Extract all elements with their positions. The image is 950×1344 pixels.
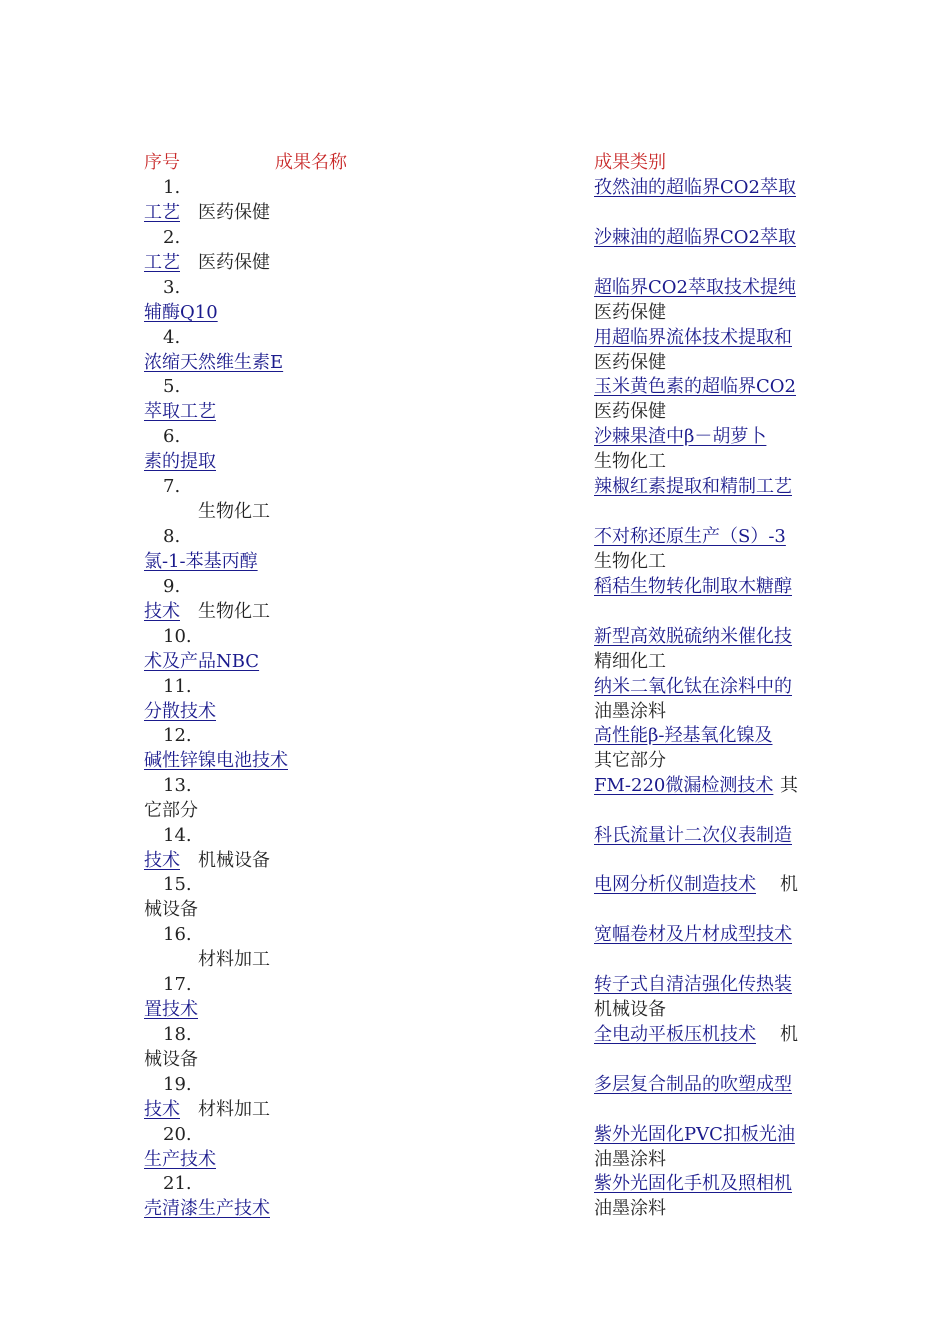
category-text: 械设备 [144, 899, 198, 920]
achievement-link[interactable]: 玉米黄色素的超临界CO2 [594, 376, 796, 397]
row-number: 4. [163, 327, 181, 348]
category-text: 机械设备 [594, 999, 666, 1020]
achievement-link[interactable]: 碱性锌镍电池技术 [144, 750, 288, 771]
achievement-link[interactable]: 浓缩天然维生素E [144, 352, 284, 373]
achievement-link[interactable]: 宽幅卷材及片材成型技术 [594, 924, 792, 945]
row-number: 10. [163, 626, 192, 647]
achievement-link[interactable]: 置技术 [144, 999, 198, 1020]
achievement-link[interactable]: 科氏流量计二次仪表制造 [594, 825, 792, 846]
achievement-link[interactable]: 氯-1-苯基丙醇 [144, 551, 258, 572]
achievement-link[interactable]: FM-220微漏检测技术 [594, 775, 774, 796]
achievement-link[interactable]: 技术 [144, 601, 180, 622]
achievement-link[interactable]: 高性能β-羟基氧化镍及 [594, 725, 773, 746]
category-text: 医药保健 [594, 401, 666, 422]
category-text: 医药保健 [594, 352, 666, 373]
category-text: 械设备 [144, 1049, 198, 1070]
achievement-link[interactable]: 辣椒红素提取和精制工艺 [594, 476, 792, 497]
row-number: 2. [163, 227, 181, 248]
achievement-link[interactable]: 转子式自清洁强化传热装 [594, 974, 792, 995]
row-number: 20. [163, 1124, 192, 1145]
row-number: 16. [163, 924, 192, 945]
category-text: 医药保健 [198, 252, 270, 273]
category-text: 机 [780, 874, 798, 895]
row-number: 21. [163, 1173, 192, 1194]
achievement-link[interactable]: 不对称还原生产（S）-3 [594, 526, 786, 547]
category-text: 油墨涂料 [594, 701, 666, 722]
row-number: 13. [163, 775, 192, 796]
category-text: 油墨涂料 [594, 1149, 666, 1170]
achievement-link[interactable]: 萃取工艺 [144, 401, 216, 422]
achievement-link[interactable]: 多层复合制品的吹塑成型 [594, 1074, 792, 1095]
category-text: 机 [780, 1024, 798, 1045]
header-no: 序号 [144, 152, 180, 173]
achievement-link[interactable]: 术及产品NBC [144, 651, 260, 672]
category-text: 其 [780, 775, 798, 796]
achievement-link[interactable]: 超临界CO2萃取技术提纯 [594, 277, 796, 298]
row-number: 9. [163, 576, 181, 597]
row-number: 11. [163, 676, 192, 697]
category-text: 材料加工 [198, 949, 270, 970]
category-text: 精细化工 [594, 651, 666, 672]
achievement-link[interactable]: 工艺 [144, 252, 180, 273]
achievement-link[interactable]: 技术 [144, 1099, 180, 1120]
category-text: 生物化工 [594, 451, 666, 472]
category-text: 生物化工 [198, 601, 270, 622]
category-text: 机械设备 [198, 850, 270, 871]
header-name: 成果名称 [275, 152, 347, 173]
achievement-link[interactable]: 新型高效脱硫纳米催化技 [594, 626, 792, 647]
achievement-link[interactable]: 生产技术 [144, 1149, 216, 1170]
category-text: 医药保健 [198, 202, 270, 223]
achievement-link[interactable]: 紫外光固化PVC扣板光油 [594, 1124, 795, 1145]
row-number: 5. [163, 376, 181, 397]
achievement-link[interactable]: 稻秸生物转化制取木糖醇 [594, 576, 792, 597]
row-number: 12. [163, 725, 192, 746]
row-number: 19. [163, 1074, 192, 1095]
header-category: 成果类别 [594, 152, 666, 173]
category-text: 生物化工 [594, 551, 666, 572]
achievement-link[interactable]: 纳米二氧化钛在涂料中的 [594, 676, 792, 697]
row-number: 8. [163, 526, 181, 547]
category-text: 医药保健 [594, 302, 666, 323]
row-number: 18. [163, 1024, 192, 1045]
achievement-link[interactable]: 技术 [144, 850, 180, 871]
category-text: 生物化工 [198, 501, 270, 522]
row-number: 14. [163, 825, 192, 846]
row-number: 17. [163, 974, 192, 995]
achievement-link[interactable]: 孜然油的超临界CO2萃取 [594, 177, 796, 198]
achievement-link[interactable]: 全电动平板压机技术 [594, 1024, 756, 1045]
category-text: 材料加工 [198, 1099, 270, 1120]
achievement-link[interactable]: 紫外光固化手机及照相机 [594, 1173, 792, 1194]
row-number: 7. [163, 476, 181, 497]
achievement-link[interactable]: 素的提取 [144, 451, 216, 472]
row-number: 6. [163, 426, 181, 447]
achievement-link[interactable]: 壳清漆生产技术 [144, 1198, 270, 1219]
row-number: 1. [163, 177, 181, 198]
achievement-link[interactable]: 用超临界流体技术提取和 [594, 327, 792, 348]
row-number: 3. [163, 277, 181, 298]
achievement-link[interactable]: 电网分析仪制造技术 [594, 874, 756, 895]
achievement-link[interactable]: 辅酶Q10 [144, 302, 218, 323]
achievement-link[interactable]: 沙棘油的超临界CO2萃取 [594, 227, 796, 248]
achievement-link[interactable]: 沙棘果渣中β－胡萝卜 [594, 426, 767, 447]
row-number: 15. [163, 874, 192, 895]
achievement-link[interactable]: 工艺 [144, 202, 180, 223]
category-text: 油墨涂料 [594, 1198, 666, 1219]
achievement-link[interactable]: 分散技术 [144, 701, 216, 722]
category-text: 其它部分 [594, 750, 666, 771]
category-text: 它部分 [144, 800, 198, 821]
